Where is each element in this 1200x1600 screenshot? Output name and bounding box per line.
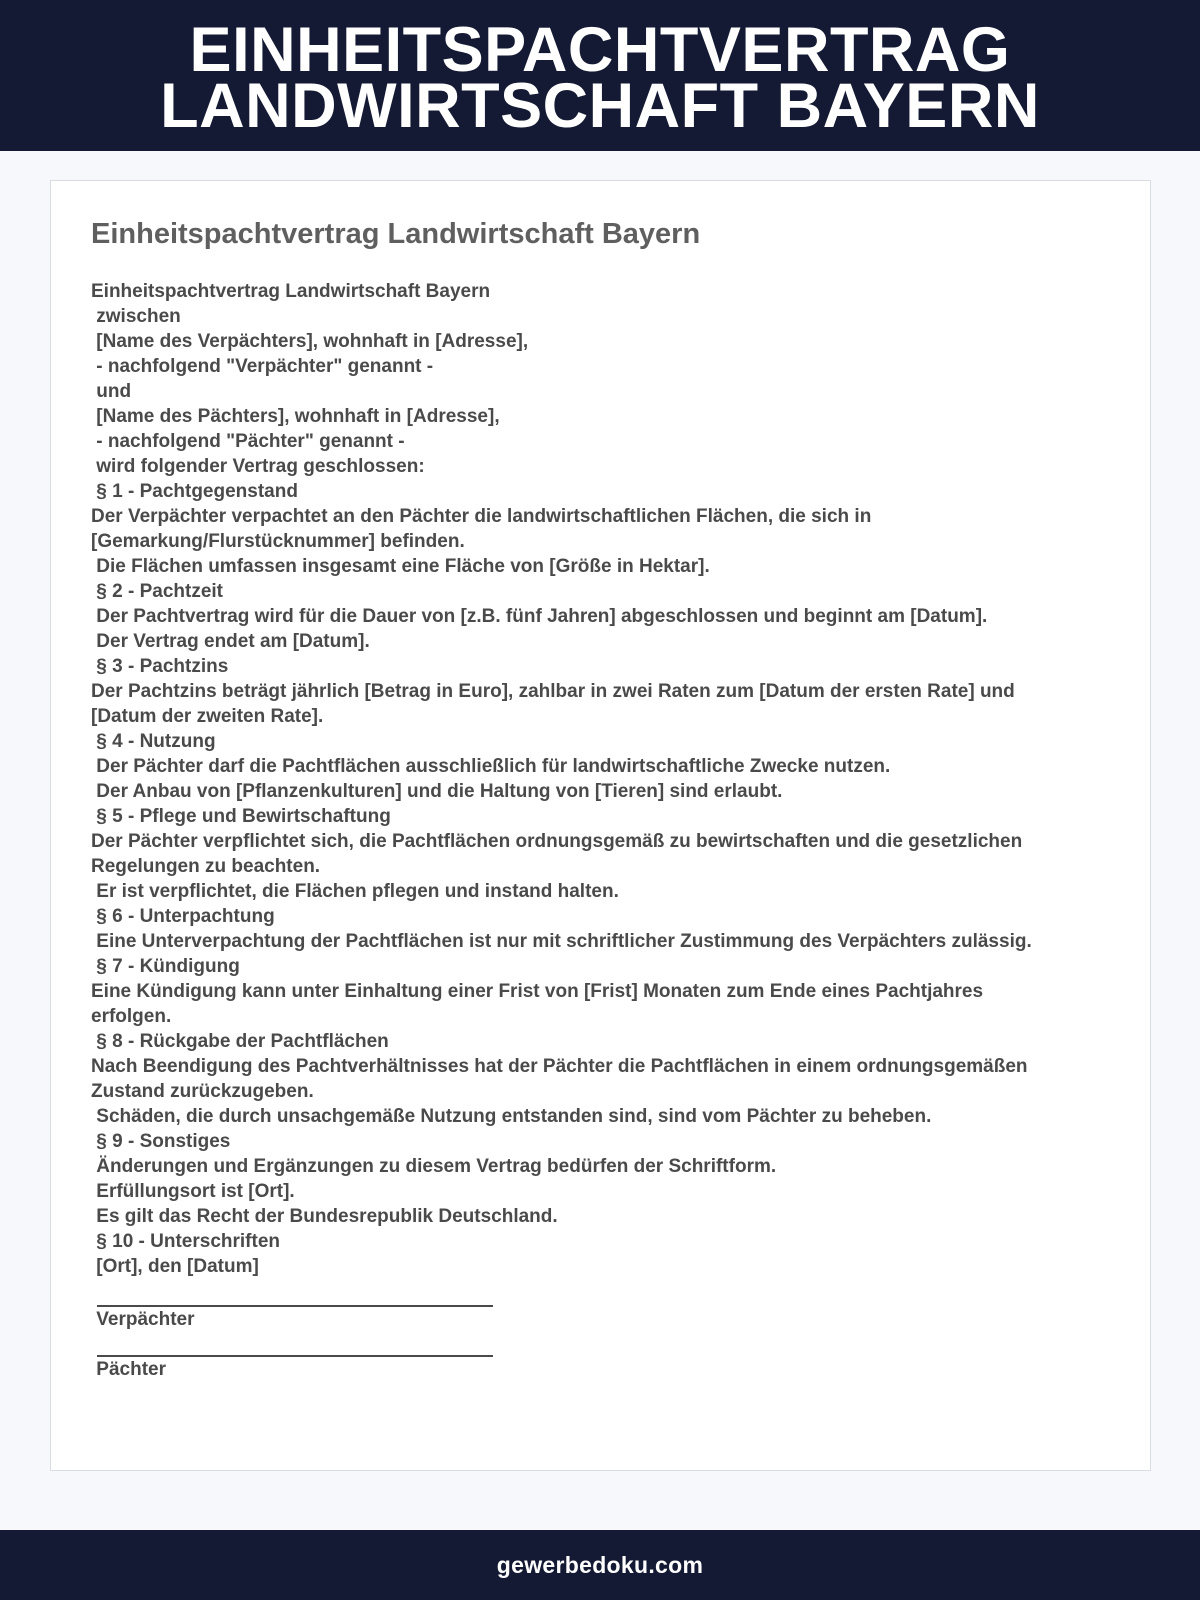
document-card: [50, 180, 1151, 1471]
document-line: Schäden, die durch unsachgemäße Nutzung entstanden sind, sind vom Pächter zu beheben.: [91, 1106, 932, 1127]
document-line: Erfüllungsort ist [Ort].: [91, 1181, 295, 1202]
document-line: Der Vertrag endet am [Datum].: [91, 631, 370, 652]
document-line: Der Pachtvertrag wird für die Dauer von [z.B. fünf Jahren] abgeschlossen und beginnt am [Datum].: [91, 606, 988, 627]
document-line: Zustand zurückzugeben.: [91, 1081, 314, 1102]
document-line: Es gilt das Recht der Bundesrepublik Deutschland.: [91, 1206, 558, 1227]
document-line: [Datum der zweiten Rate].: [91, 706, 324, 727]
document-line: Die Flächen umfassen insgesamt eine Fläche von [Größe in Hektar].: [91, 556, 710, 577]
document-line: Eine Kündigung kann unter Einhaltung einer Frist von [Frist] Monaten zum Ende eines Pachtjahres: [91, 981, 984, 1002]
footer-banner: [0, 1530, 1200, 1600]
document-line: § 8 - Rückgabe der Pachtflächen: [91, 1031, 389, 1052]
document-line: - nachfolgend "Pächter" genannt -: [91, 431, 405, 452]
document-line: § 5 - Pflege und Bewirtschaftung: [91, 806, 391, 827]
document-line: Regelungen zu beachten.: [91, 856, 321, 877]
document-line: Der Verpächter verpachtet an den Pächter die landwirtschaftlichen Flächen, die sich in: [91, 506, 872, 527]
document-line: Er ist verpflichtet, die Flächen pflegen und instand halten.: [91, 881, 619, 902]
document-line: § 7 - Kündigung: [91, 956, 240, 977]
document-line: Der Pächter verpflichtet sich, die Pachtflächen ordnungsgemäß zu bewirtschaften und die gesetzlichen: [91, 831, 1023, 852]
document-line: [Name des Verpächters], wohnhaft in [Adresse],: [91, 331, 529, 352]
document-line: § 3 - Pachtzins: [91, 656, 229, 677]
document-line: § 4 - Nutzung: [91, 731, 216, 752]
header-banner: [0, 0, 1200, 151]
header-title-line-1: EINHEITSPACHTVERTRAG: [189, 14, 1011, 85]
document-line: Einheitspachtvertrag Landwirtschaft Bayern: [91, 281, 491, 302]
document-line: [Name des Pächters], wohnhaft in [Adresse],: [91, 406, 500, 427]
signature-spacer: [91, 1332, 1131, 1355]
signature-spacer: [91, 1279, 1131, 1305]
lessee-signature-label: Pächter: [91, 1359, 166, 1380]
document-line: zwischen: [91, 306, 181, 327]
document-line: § 10 - Unterschriften: [91, 1231, 280, 1252]
document-line: Nach Beendigung des Pachtverhältnisses hat der Pächter die Pachtflächen in einem ordnungsgemäßen: [91, 1056, 1028, 1077]
document-line: - nachfolgend "Verpächter" genannt -: [91, 356, 434, 377]
document-line: erfolgen.: [91, 1006, 172, 1027]
document-line: § 2 - Pachtzeit: [91, 581, 223, 602]
lessor-signature-label: Verpächter: [91, 1309, 195, 1330]
document-line: Eine Unterverpachtung der Pachtflächen ist nur mit schriftlicher Zustimmung des Verpächters zulässig.: [91, 931, 1032, 952]
document-line: [Ort], den [Datum]: [91, 1256, 259, 1277]
footer-site-name: gewerbedoku.com: [496, 1551, 704, 1578]
document-line: Der Anbau von [Pflanzenkulturen] und die Haltung von [Tieren] sind erlaubt.: [91, 781, 783, 802]
document-line: wird folgender Vertrag geschlossen:: [91, 456, 425, 477]
document-body: [91, 279, 1131, 1382]
document-line: Änderungen und Ergänzungen zu diesem Vertrag bedürfen der Schriftform.: [91, 1156, 777, 1177]
document-title: Einheitspachtvertrag Landwirtschaft Bayern: [91, 218, 701, 250]
document-line: § 6 - Unterpachtung: [91, 906, 275, 927]
document-line: [Gemarkung/Flurstücknummer] befinden.: [91, 531, 465, 552]
document-line: § 1 - Pachtgegenstand: [91, 481, 298, 502]
document-line: Der Pächter darf die Pachtflächen ausschließlich für landwirtschaftliche Zwecke nutzen.: [91, 756, 891, 777]
document-line: § 9 - Sonstiges: [91, 1131, 231, 1152]
document-line: Der Pachtzins beträgt jährlich [Betrag in Euro], zahlbar in zwei Raten zum [Datum der ersten Rate] und: [91, 681, 1015, 702]
header-title-line-2: LANDWIRTSCHAFT BAYERN: [160, 70, 1040, 141]
document-line: und: [91, 381, 132, 402]
